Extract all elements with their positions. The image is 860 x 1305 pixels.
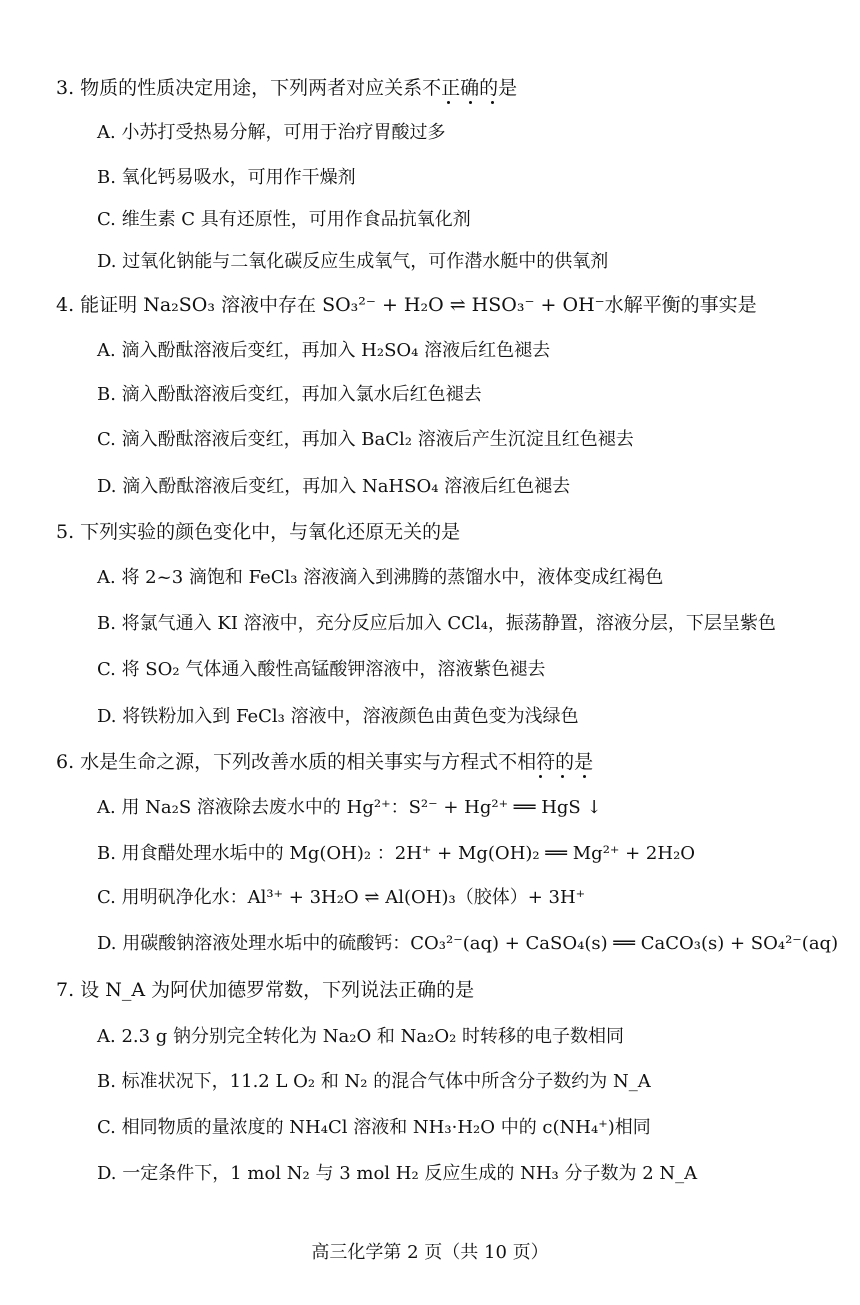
question-4-option-b: B. 滴入酚酞溶液后变红，再加入氯水后红色褪去 xyxy=(97,384,482,405)
question-5-option-d: D. 将铁粉加入到 FeCl₃ 溶液中，溶液颜色由黄色变为浅绿色 xyxy=(97,706,579,727)
question-7-option-c: C. 相同物质的量浓度的 NH₄Cl 溶液和 NH₃·H₂O 中的 c(NH₄⁺)相同 xyxy=(97,1117,651,1138)
question-5-option-c: C. 将 SO₂ 气体通入酸性高锰酸钾溶液中，溶液紫色褪去 xyxy=(97,659,546,680)
question-5-option-a: A. 将 2~3 滴饱和 FeCl₃ 溶液滴入到沸腾的蒸馏水中，液体变成红褐色 xyxy=(97,567,664,588)
question-7-stem: 7. 设 N_A 为阿伏加德罗常数，下列说法正确的是 xyxy=(56,979,475,1001)
question-3-option-a: A. 小苏打受热易分解，可用于治疗胃酸过多 xyxy=(97,122,446,143)
question-7-option-d: D. 一定条件下，1 mol N₂ 与 3 mol H₂ 反应生成的 NH₃ 分子数为 2 N_A xyxy=(97,1163,698,1184)
question-3-option-c: C. 维生素 C 具有还原性，可用作食品抗氧化剂 xyxy=(97,209,471,230)
emphasis-dots xyxy=(537,775,607,781)
question-3-stem: 3. 物质的性质决定用途，下列两者对应关系不正确的是 xyxy=(56,77,518,99)
question-4-option-c: C. 滴入酚酞溶液后变红，再加入 BaCl₂ 溶液后产生沉淀且红色褪去 xyxy=(97,429,634,450)
question-4-option-a: A. 滴入酚酞溶液后变红，再加入 H₂SO₄ 溶液后红色褪去 xyxy=(97,340,551,361)
question-7-option-a: A. 2.3 g 钠分别完全转化为 Na₂O 和 Na₂O₂ 时转移的电子数相同 xyxy=(97,1026,625,1047)
page-footer: 高三化学第 2 页（共 10 页） xyxy=(311,1242,549,1263)
question-6-option-c: C. 用明矾净化水：Al³⁺ + 3H₂O ⇌ Al(OH)₃（胶体）+ 3H⁺ xyxy=(97,887,586,908)
question-7-option-b: B. 标准状况下，11.2 L O₂ 和 N₂ 的混合气体中所含分子数约为 N_A xyxy=(97,1071,651,1092)
question-5-option-b: B. 将氯气通入 KI 溶液中，充分反应后加入 CCl₄，振荡静置，溶液分层，下层呈紫色 xyxy=(97,613,776,634)
question-6-option-a: A. 用 Na₂S 溶液除去废水中的 Hg²⁺：S²⁻ + Hg²⁺ ══ HgS ↓ xyxy=(97,797,602,818)
question-3-option-d: D. 过氧化钠能与二氧化碳反应生成氧气，可作潜水艇中的供氧剂 xyxy=(97,251,609,272)
question-5-stem: 5. 下列实验的颜色变化中，与氧化还原无关的是 xyxy=(56,521,461,543)
question-3-option-b: B. 氧化钙易吸水，可用作干燥剂 xyxy=(97,167,356,188)
question-6-stem: 6. 水是生命之源，下列改善水质的相关事实与方程式不相符的是 xyxy=(56,751,594,773)
question-4-stem: 4. 能证明 Na₂SO₃ 溶液中存在 SO₃²⁻ + H₂O ⇌ HSO₃⁻ + OH⁻水解平衡的事实是 xyxy=(56,294,757,316)
emphasis-dots xyxy=(445,101,515,107)
question-6-option-b: B. 用食醋处理水垢中的 Mg(OH)₂ ：2H⁺ + Mg(OH)₂ ══ Mg²⁺ + 2H₂O xyxy=(97,843,696,864)
question-4-option-d: D. 滴入酚酞溶液后变红，再加入 NaHSO₄ 溶液后红色褪去 xyxy=(97,476,571,497)
question-6-option-d: D. 用碳酸钠溶液处理水垢中的硫酸钙：CO₃²⁻(aq) + CaSO₄(s) ══ CaCO₃(s) + SO₄²⁻(aq) xyxy=(97,933,839,954)
